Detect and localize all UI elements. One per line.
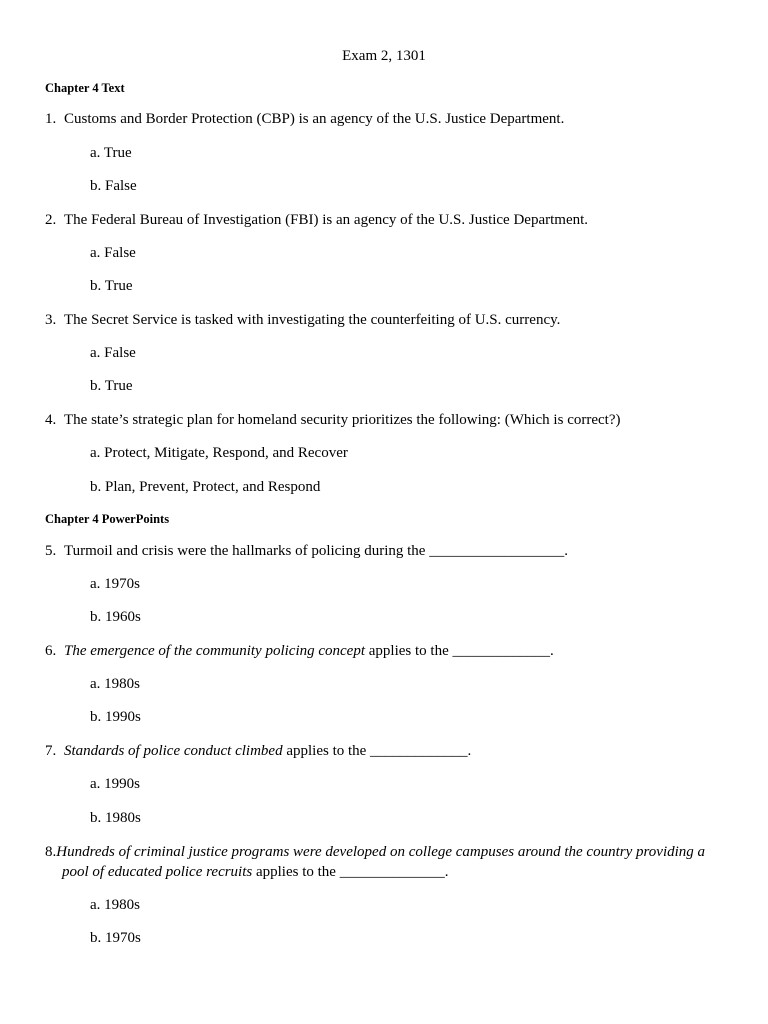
question-number: 1.: [45, 111, 57, 127]
q8-option-a: a. 1980s: [90, 897, 140, 913]
q6-option-b: b. 1990s: [90, 709, 141, 725]
question-5: [45, 541, 725, 561]
exam-title: Exam 2, 1301: [342, 48, 426, 64]
q3-option-a: a. False: [90, 345, 136, 361]
q7-option-b: b. 1980s: [90, 810, 141, 826]
q1-option-a: a. True: [90, 145, 132, 161]
q4-option-b: b. Plan, Prevent, Protect, and Respond: [90, 479, 321, 495]
question-text: applies to the _____________.: [365, 643, 554, 659]
question-number: 5.: [45, 543, 57, 559]
question-8: [45, 842, 725, 882]
q1-option-b: b. False: [90, 178, 137, 194]
section-heading-powerpoints: Chapter 4 PowerPoints: [45, 512, 170, 526]
question-2: [45, 210, 725, 230]
question-text: Customs and Border Protection (CBP) is an agency of the U.S. Justice Department.: [64, 111, 565, 127]
section-heading-text: Chapter 4 Text: [45, 81, 125, 95]
question-text: applies to the _____________.: [282, 743, 472, 759]
q6-option-a: a. 1980s: [90, 676, 140, 692]
question-italic-text: The emergence of the community policing concept: [64, 643, 366, 659]
question-text: applies to the ______________.: [252, 864, 449, 880]
question-text: Turmoil and crisis were the hallmarks of policing during the __________________.: [64, 543, 568, 559]
question-number: 4.: [45, 412, 57, 428]
q4-option-a: a. Protect, Mitigate, Respond, and Recover: [90, 445, 348, 461]
question-7: [45, 741, 725, 761]
q3-option-b: b. True: [90, 378, 133, 394]
question-text: The state’s strategic plan for homeland security prioritizes the following: (Which is correct?): [64, 412, 621, 428]
question-1: [45, 109, 725, 129]
question-number: 8.: [45, 844, 57, 860]
q7-option-a: a. 1990s: [90, 776, 140, 792]
question-italic-text-continued: pool of educated police recruits: [62, 864, 253, 880]
question-number: 3.: [45, 312, 57, 328]
q5-option-a: a. 1970s: [90, 576, 140, 592]
question-text: The Secret Service is tasked with investigating the counterfeiting of U.S. currency.: [64, 312, 561, 328]
q2-option-b: b. True: [90, 278, 133, 294]
question-text: The Federal Bureau of Investigation (FBI) is an agency of the U.S. Justice Department.: [64, 212, 589, 228]
question-3: [45, 310, 725, 330]
question-italic-text: Standards of police conduct climbed: [64, 743, 283, 759]
question-4: [45, 410, 725, 430]
question-number: 7.: [45, 743, 57, 759]
q5-option-b: b. 1960s: [90, 609, 141, 625]
q2-option-a: a. False: [90, 245, 136, 261]
question-number: 2.: [45, 212, 57, 228]
question-italic-text: Hundreds of criminal justice programs were developed on college campuses around the country providing a: [56, 844, 706, 860]
question-6: [45, 641, 725, 661]
q8-option-b: b. 1970s: [90, 930, 141, 946]
question-number: 6.: [45, 643, 57, 659]
